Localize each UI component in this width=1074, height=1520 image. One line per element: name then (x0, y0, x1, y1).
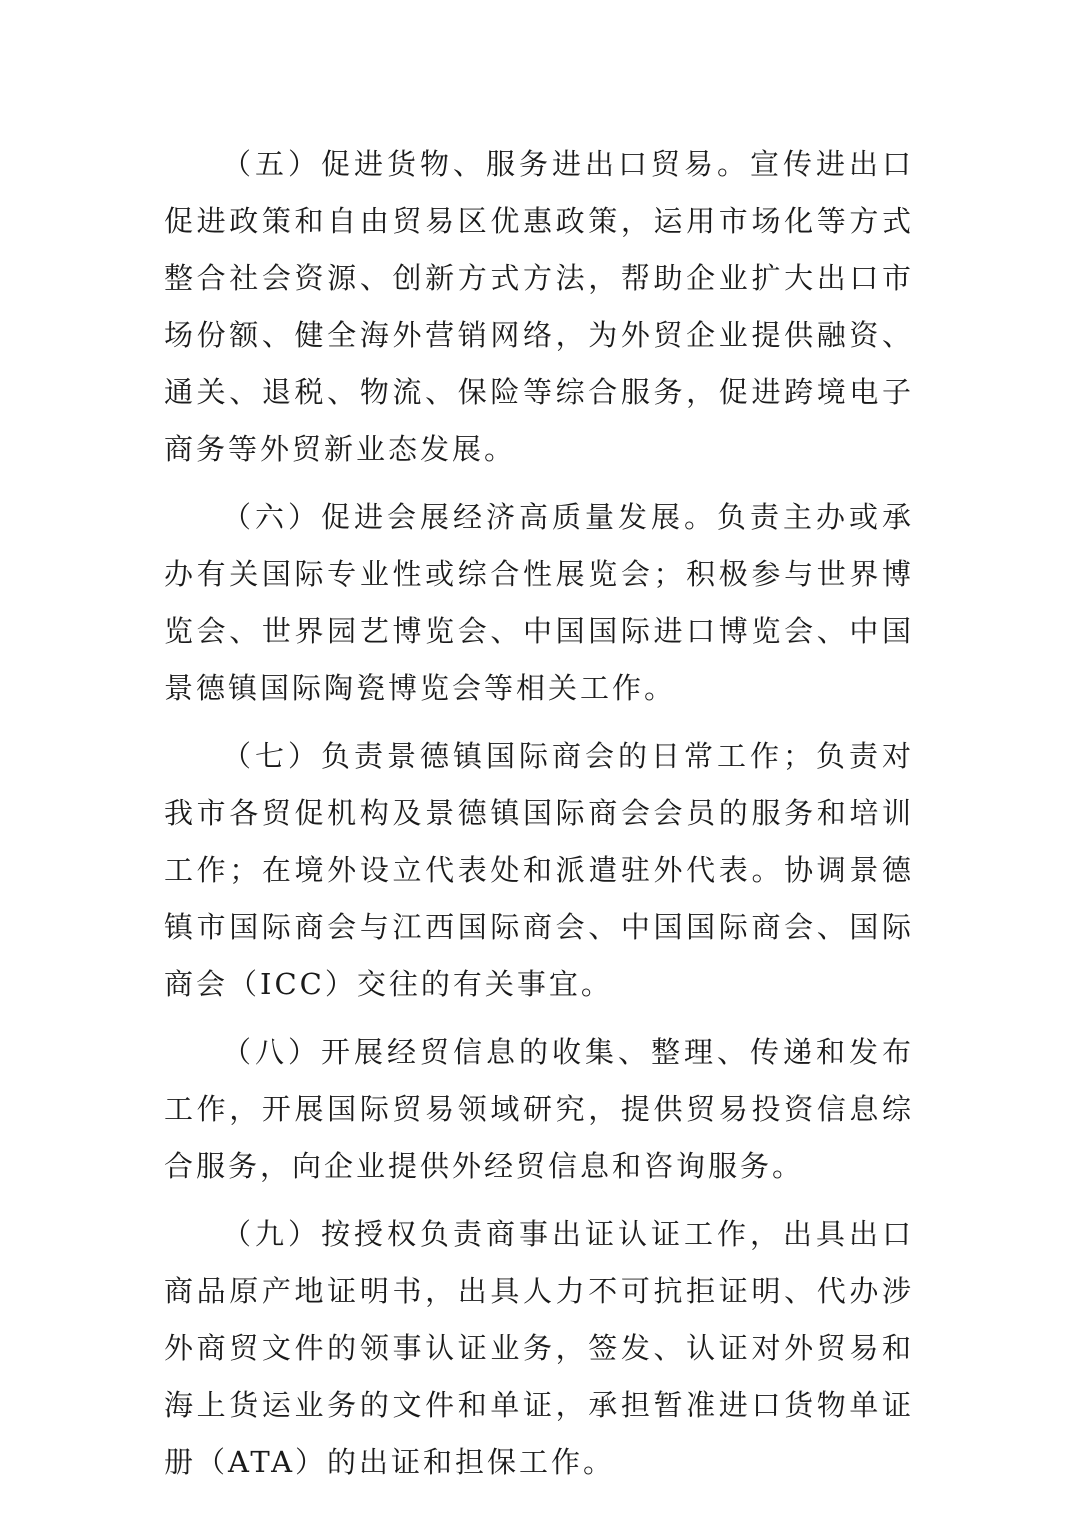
paragraph-item-9: （九）按授权负责商事出证认证工作，出具出口商品原产地证明书，出具人力不可抗拒证明、代办涉外商贸文件的领事认证业务，签发、认证对外贸易和海上货运业务的文件和单证，承担暂准进口货物单证册（ATA）的出证和担保工作。 (164, 1217, 914, 1479)
paragraph-item-7: （七）负责景德镇国际商会的日常工作；负责对我市各贸促机构及景德镇国际商会会员的服务和培训工作；在境外设立代表处和派遣驻外代表。协调景德镇市国际商会与江西国际商会、中国国际商会、国际商会（ICC）交往的有关事宜。 (164, 739, 914, 1001)
paragraph-item-8: （八）开展经贸信息的收集、整理、传递和发布工作，开展国际贸易领域研究，提供贸易投资信息综合服务，向企业提供外经贸信息和咨询服务。 (164, 1035, 914, 1183)
paragraph-item-6: （六）促进会展经济高质量发展。负责主办或承办有关国际专业性或综合性展览会；积极参与世界博览会、世界园艺博览会、中国国际进口博览会、中国景德镇国际陶瓷博览会等相关工作。 (164, 500, 914, 705)
document-body (164, 136, 914, 1502)
paragraph-item-5: （五）促进货物、服务进出口贸易。宣传进出口促进政策和自由贸易区优惠政策，运用市场化等方式整合社会资源、创新方式方法，帮助企业扩大出口市场份额、健全海外营销网络，为外贸企业提供融资、通关、退税、物流、保险等综合服务，促进跨境电子商务等外贸新业态发展。 (164, 147, 914, 466)
